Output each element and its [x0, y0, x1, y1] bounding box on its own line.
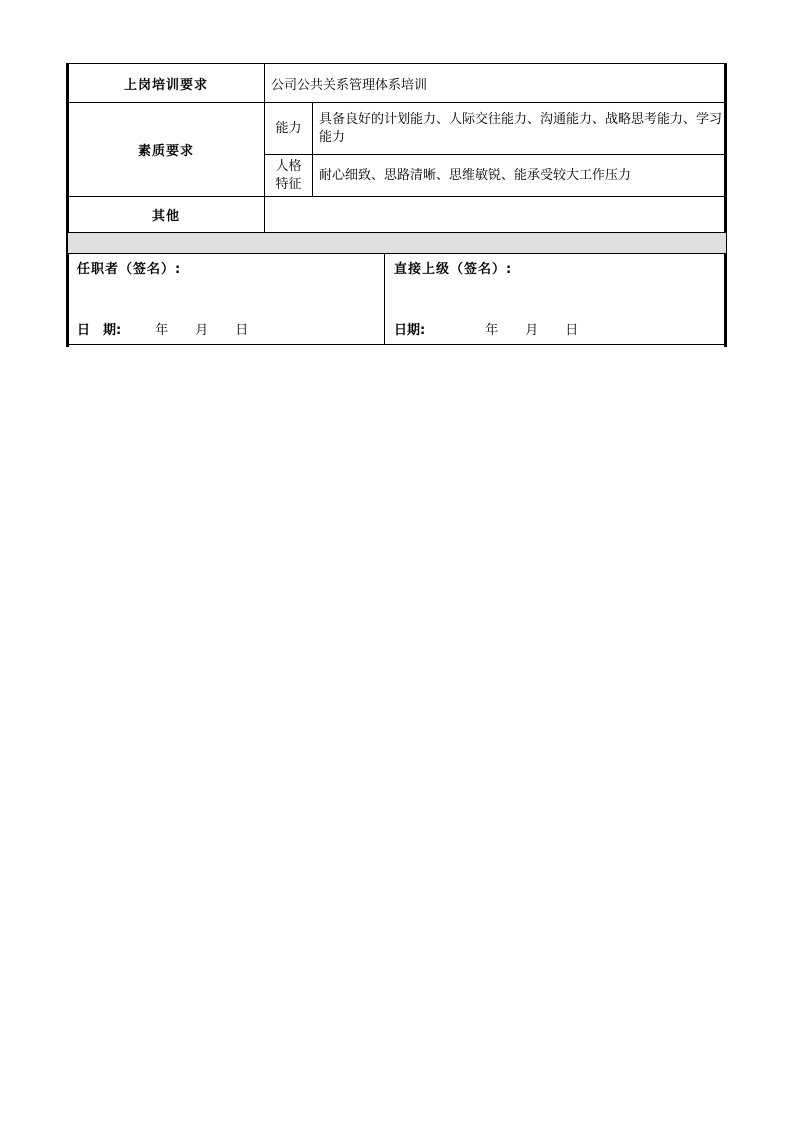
supervisor-date: [394, 319, 578, 338]
other-value: [265, 197, 727, 233]
supervisor-signature-cell[interactable]: [385, 254, 727, 345]
employee-date-year: 年: [155, 323, 169, 338]
personality-label-line1: 人格: [275, 158, 302, 174]
requirements-table: [67, 63, 727, 254]
supervisor-date-month: 月: [525, 323, 539, 338]
training-label: 上岗培训要求: [68, 64, 265, 103]
supervisor-signature-title: 直接上级（签名）:: [394, 262, 513, 277]
ability-row: [68, 103, 727, 155]
shaded-separator: [68, 233, 727, 254]
personality-value: 耐心细致、思路清晰、思维敏锐、能承受较大工作压力: [313, 155, 727, 197]
employee-signature-cell[interactable]: [68, 254, 385, 345]
employee-date-month: 月: [195, 323, 209, 338]
signature-row: [68, 254, 727, 345]
training-row: [68, 64, 727, 103]
supervisor-date-label: 日期:: [394, 323, 426, 338]
personality-label: [265, 155, 313, 197]
employee-date: [77, 319, 248, 338]
supervisor-date-year: 年: [485, 323, 499, 338]
employee-date-label: 日 期:: [77, 323, 122, 338]
employee-signature-title: 任职者（签名）:: [77, 262, 182, 277]
personality-label-line2: 特征: [275, 176, 302, 192]
shaded-separator-row: [68, 233, 727, 254]
other-label: 其他: [68, 197, 265, 233]
employee-date-day: 日: [235, 323, 249, 338]
signature-table: [67, 253, 727, 345]
ability-label: 能力: [265, 103, 313, 155]
ability-value: 具备良好的计划能力、人际交往能力、沟通能力、战略思考能力、学习能力: [313, 103, 727, 155]
supervisor-date-day: 日: [565, 323, 579, 338]
quality-label: 素质要求: [68, 103, 265, 197]
training-value: 公司公共关系管理体系培训: [265, 64, 727, 103]
other-row: [68, 197, 727, 233]
job-description-form: [67, 63, 726, 345]
